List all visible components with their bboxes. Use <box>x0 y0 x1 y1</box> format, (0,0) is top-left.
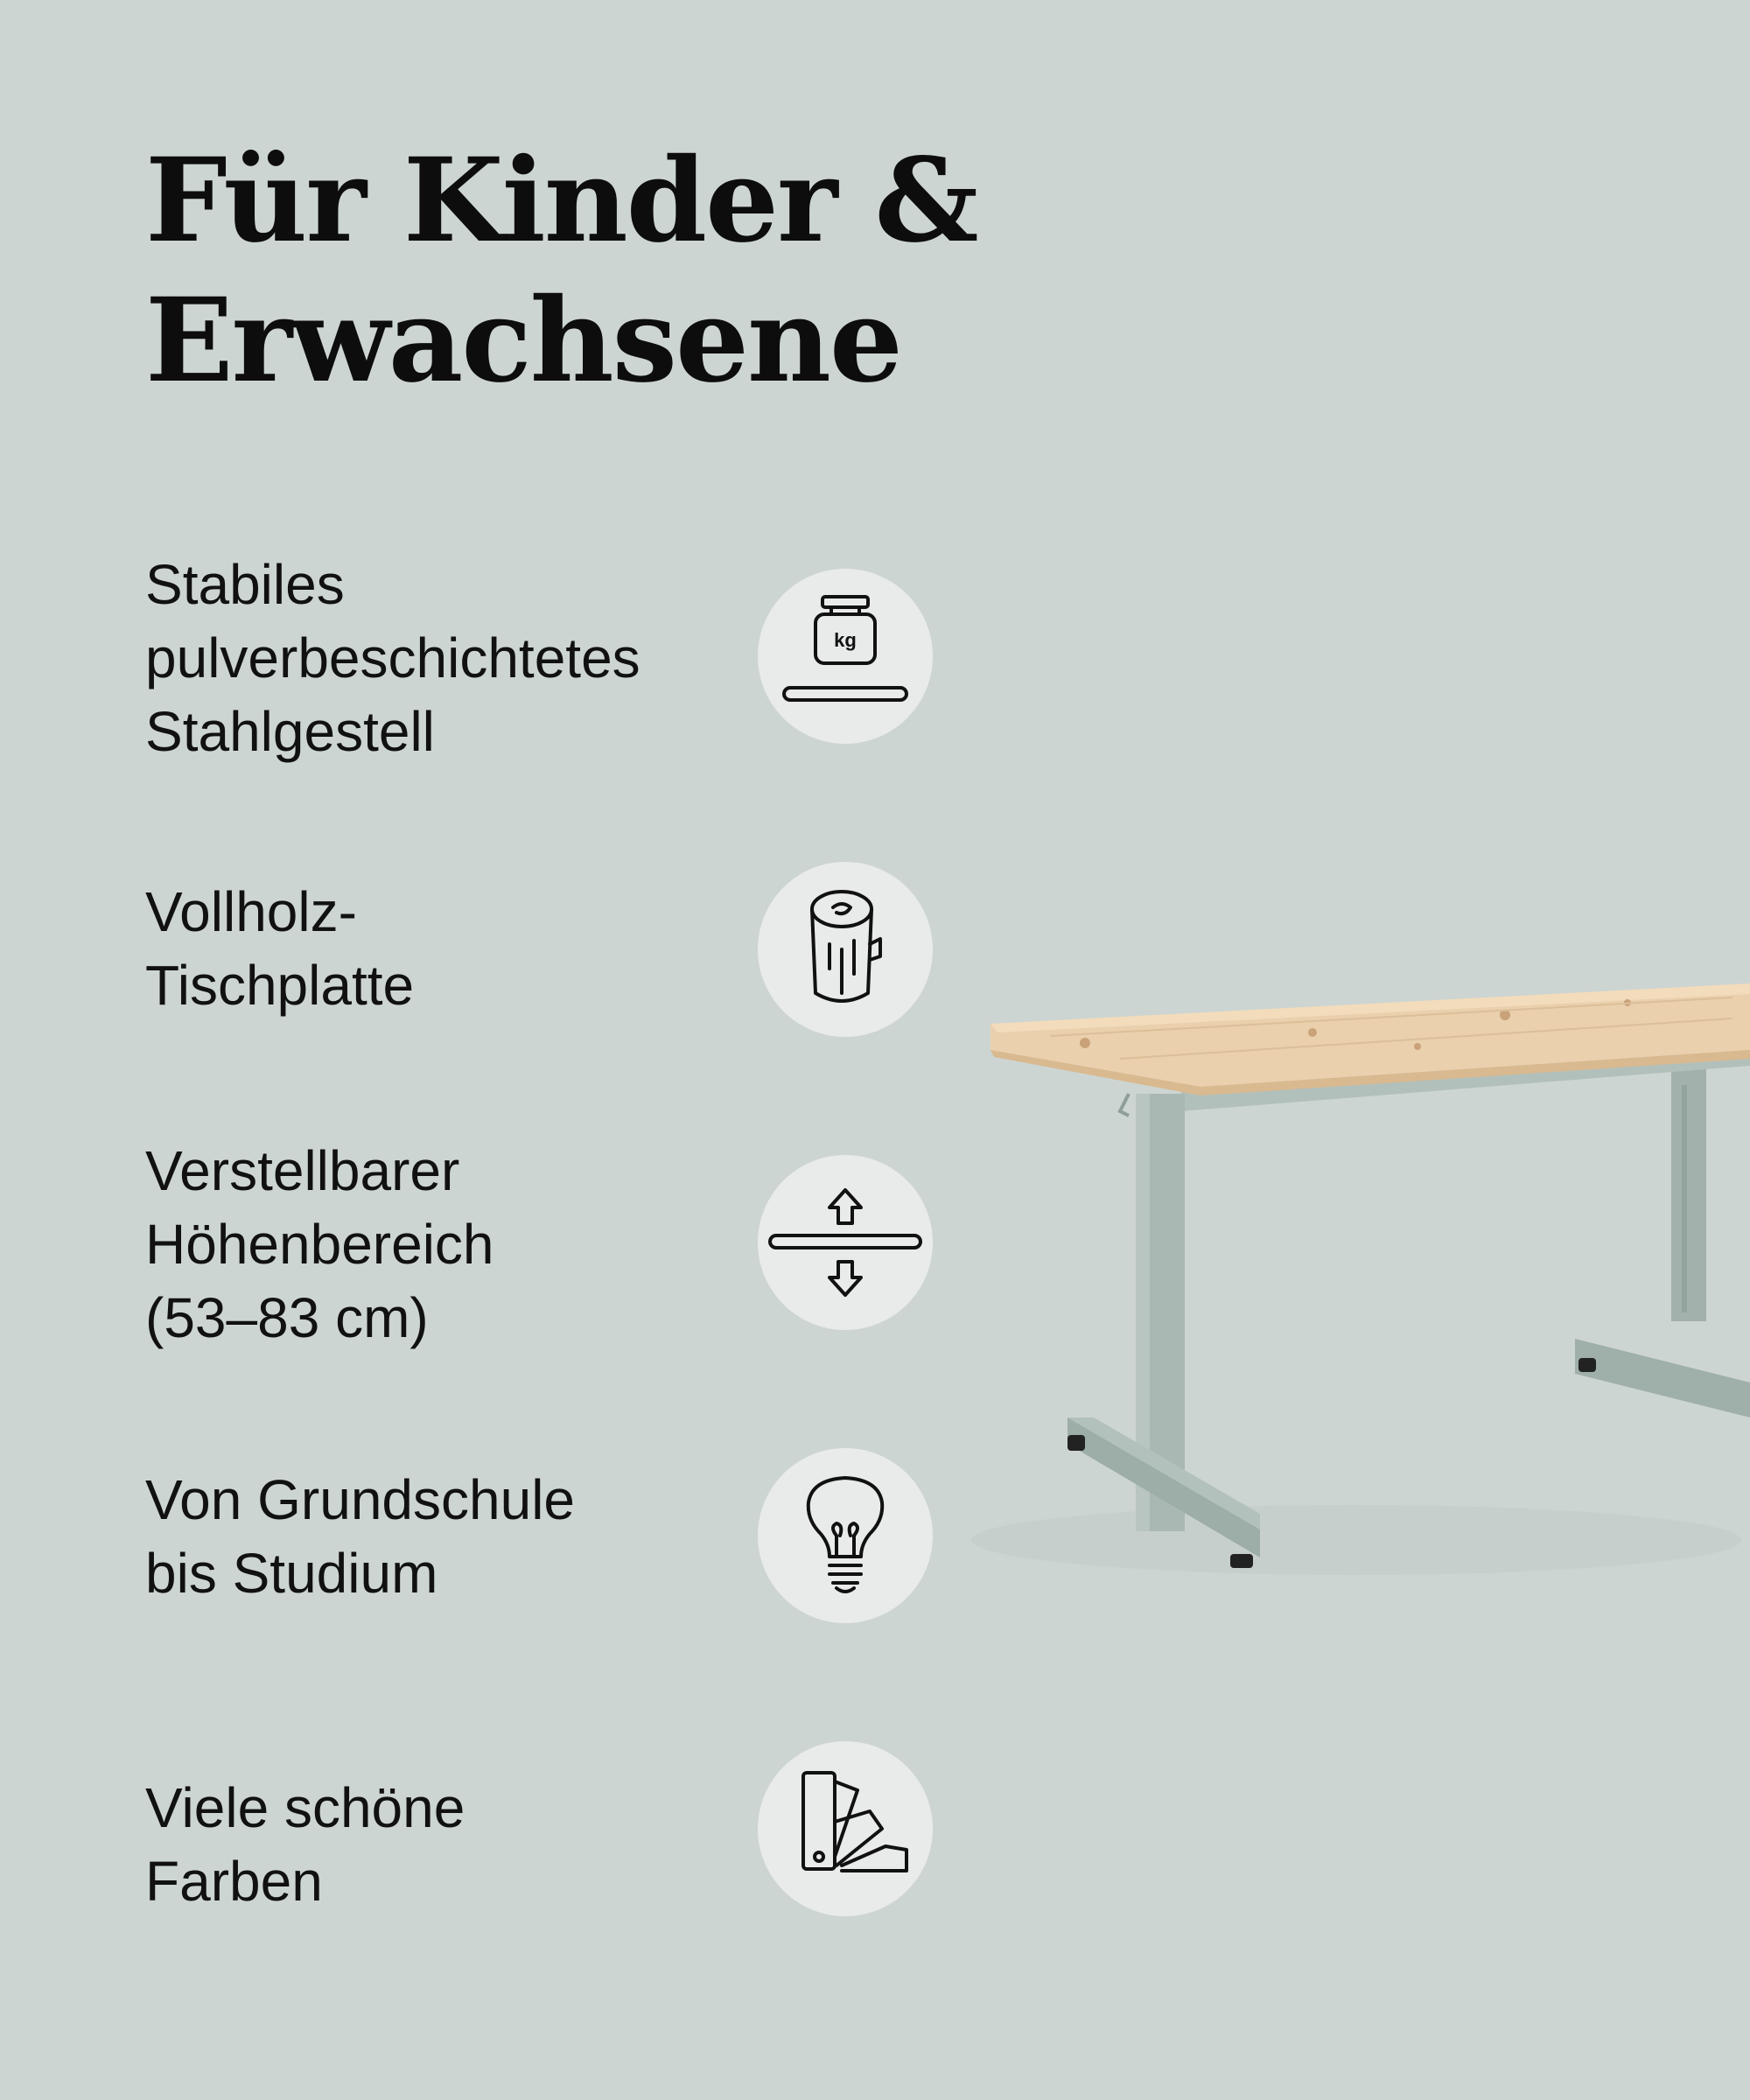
feature-solid-wood-text <box>145 875 740 1022</box>
height-adjust-icon <box>758 1155 933 1330</box>
feature-line: bis Studium <box>145 1542 438 1605</box>
title-line-2: Erwachsene <box>145 273 901 409</box>
feature-line: Viele schöne <box>145 1776 466 1839</box>
feature-many-colors-text <box>145 1771 740 1918</box>
feature-line: Vollholz- <box>145 880 357 943</box>
feature-steel-frame-text <box>145 548 740 768</box>
feature-school-to-university-text <box>145 1463 740 1610</box>
feature-line: Farben <box>145 1850 323 1913</box>
height-adjustable-desk-image <box>945 962 1750 1610</box>
feature-line: Verstellbarer <box>145 1139 460 1202</box>
feature-line: Höhenbereich <box>145 1213 494 1276</box>
feature-line: (53–83 cm) <box>145 1286 429 1349</box>
kg-label: kg <box>834 629 857 651</box>
color-swatch-icon <box>758 1741 933 1916</box>
feature-line: Stabiles <box>145 553 345 616</box>
feature-line: Tischplatte <box>145 954 415 1017</box>
weight-kg-icon <box>758 569 933 744</box>
feature-line: Von Grundschule <box>145 1468 575 1531</box>
feature-line: Stahlgestell <box>145 700 435 763</box>
title-line-1: Für Kinder & <box>145 133 977 269</box>
feature-line: pulverbeschichtetes <box>145 626 640 690</box>
page-title <box>145 131 1108 411</box>
light-bulb-icon <box>758 1448 933 1623</box>
feature-height-range-text <box>145 1134 740 1354</box>
wood-log-icon <box>758 862 933 1037</box>
